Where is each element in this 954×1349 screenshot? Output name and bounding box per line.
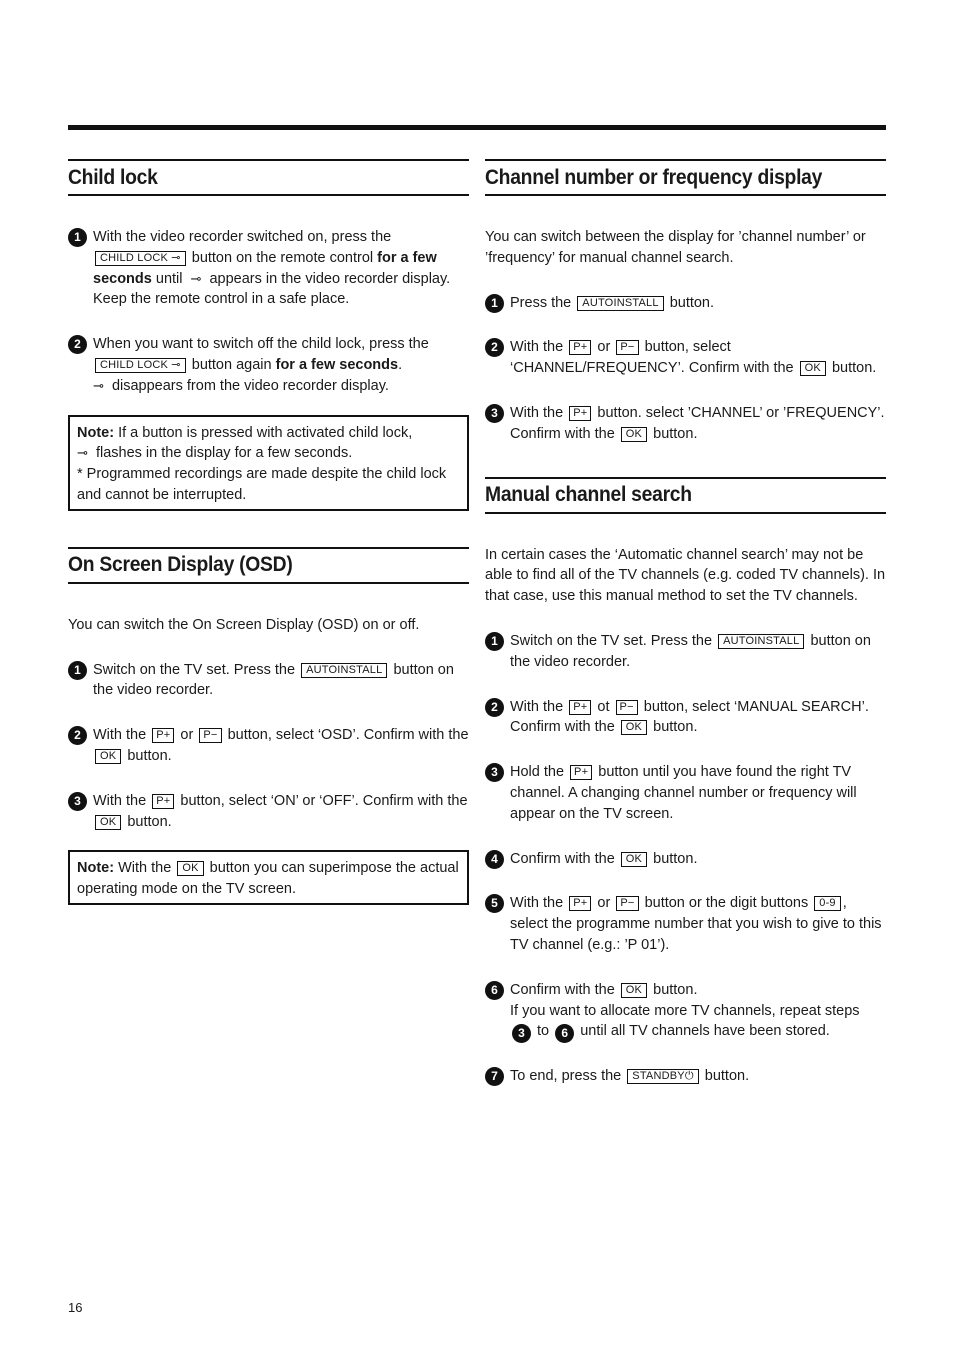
step-text: With the: [510, 698, 564, 715]
child-lock-key: CHILD LOCK ⊸: [95, 358, 186, 373]
p-plus-key: P+: [569, 700, 591, 715]
section-title: Channel number or frequency display: [485, 165, 823, 189]
step-text: button, select ‘CHANNEL/FREQUENCY’. Confirm with the: [510, 339, 794, 377]
ok-key: OK: [621, 852, 647, 867]
lock-symbol-icon: ⊸: [190, 270, 202, 286]
step-text: , select the programme number that you wish to give to this TV channel (e.g.: ’P 01’).: [510, 895, 882, 953]
step-text: button, select ‘MANUAL SEARCH’. Confirm with the: [510, 698, 869, 736]
p-plus-key: P+: [152, 728, 174, 743]
section-header-channel-display: [485, 159, 886, 196]
channel-display-step-3: [485, 403, 886, 445]
section-header-manual-search: [485, 477, 886, 514]
step-number: 2: [485, 338, 504, 357]
p-plus-key: P+: [569, 340, 591, 355]
step-text: or: [597, 339, 611, 356]
step-number: 1: [485, 294, 504, 313]
manual-search-step-7: [485, 1066, 886, 1087]
lock-symbol-icon: ⊸: [93, 377, 104, 393]
manual-search-step-6: [485, 980, 886, 1042]
step-text: With the video recorder switched on, press the: [93, 229, 392, 245]
note-text: * Programmed recordings are made despite the child lock and cannot be interrupted.: [77, 466, 447, 503]
right-column: [485, 159, 886, 1087]
p-plus-key: P+: [569, 406, 591, 421]
manual-search-intro: In certain cases the ‘Automatic channel search’ may not be able to find all of the TV channels (e.g. coded TV channels). In that case, use this manual method to set the TV channels.: [485, 546, 886, 605]
channel-display-intro: You can switch between the display for ’channel number’ or ’frequency’ for manual channel search.: [485, 229, 866, 266]
power-icon: ⏻: [684, 1070, 694, 1083]
step-text: button.: [127, 747, 172, 764]
step-number: 2: [68, 335, 87, 354]
section-header-osd: [68, 547, 469, 584]
key-icon: ⊸: [171, 358, 181, 371]
manual-search-step-3: [485, 762, 886, 824]
step-text: to: [537, 1023, 550, 1040]
p-minus-key: P−: [616, 896, 638, 911]
step-text: button.: [653, 850, 698, 867]
note-text: button you can superimpose the actual operating mode on the TV screen.: [77, 860, 459, 898]
step-number: 6: [485, 981, 504, 1000]
step-number: 5: [485, 894, 504, 913]
step-text: button.: [831, 360, 877, 377]
standby-key: STANDBY⏻: [627, 1069, 698, 1084]
step-text: button.: [669, 294, 715, 311]
step-text: button, select ‘OSD’. Confirm with the: [227, 727, 469, 744]
step-text: With the: [510, 339, 564, 356]
step-number: 1: [68, 228, 87, 247]
step-text: ot: [597, 698, 610, 715]
step-number: 2: [68, 726, 87, 745]
p-minus-key: P−: [616, 700, 638, 715]
step-text: Press the: [510, 294, 572, 311]
osd-step-3: [68, 791, 469, 833]
step-text: If you want to allocate more TV channels, repeat steps: [510, 1002, 860, 1019]
step-bold: for a few seconds: [275, 356, 399, 373]
p-plus-key: P+: [569, 896, 591, 911]
child-lock-note: [68, 415, 469, 511]
section-title: Manual channel search: [485, 483, 692, 507]
step-number: 1: [68, 661, 87, 680]
step-number: 3: [68, 792, 87, 811]
step-text: To end, press the: [510, 1068, 622, 1085]
channel-display-step-2: [485, 337, 886, 379]
ok-key: OK: [177, 861, 203, 876]
step-text: button or the digit buttons: [644, 895, 809, 912]
step-number: 7: [485, 1067, 504, 1086]
section-title: On Screen Display (OSD): [68, 553, 293, 577]
ok-key: OK: [621, 720, 647, 735]
manual-search-step-4: [485, 849, 886, 870]
step-text: .: [398, 356, 403, 373]
p-plus-key: P+: [152, 794, 174, 809]
ok-key: OK: [800, 361, 826, 376]
note-text: flashes in the display for a few seconds.: [95, 445, 353, 462]
note-label: Note:: [77, 860, 115, 877]
step-number: 3: [485, 763, 504, 782]
step-text: button. select ’CHANNEL’ or ’FREQUENCY’. Confirm with the: [510, 404, 885, 442]
lock-symbol-icon: ⊸: [77, 445, 88, 461]
left-column: [68, 159, 469, 905]
autoinstall-key: AUTOINSTALL: [718, 634, 804, 649]
note-text: If a button is pressed with activated child lock,: [118, 424, 413, 441]
step-text: When you want to switch off the child lock, press the: [93, 336, 429, 353]
note-text: With the: [118, 860, 172, 877]
digit-keys: 0-9: [814, 896, 841, 911]
step-ref-number: 6: [555, 1024, 574, 1043]
step-text: button.: [653, 425, 698, 442]
osd-note: [68, 850, 469, 905]
manual-search-step-5: [485, 893, 886, 955]
step-number: 2: [485, 698, 504, 717]
osd-intro: You can switch the On Screen Display (OSD) on or off.: [68, 616, 420, 633]
step-text: button on the video recorder.: [93, 661, 454, 699]
step-text: disappears from the video recorder display.: [111, 377, 389, 394]
section-header-child-lock: [68, 159, 469, 196]
key-icon: ⊸: [171, 251, 181, 264]
channel-display-step-1: [485, 293, 886, 314]
section-title: Child lock: [68, 165, 158, 189]
step-text: Confirm with the: [510, 850, 615, 867]
autoinstall-key: AUTOINSTALL: [301, 663, 387, 678]
step-text: button.: [653, 981, 698, 998]
step-text: button.: [653, 719, 698, 736]
p-minus-key: P−: [616, 340, 638, 355]
ok-key: OK: [95, 749, 121, 764]
child-lock-step-1: [68, 227, 469, 310]
step-text: appears in the video recorder display. Keep the remote control in a safe place.: [93, 270, 451, 308]
step-text: button on the remote control: [191, 249, 374, 266]
osd-step-2: [68, 725, 469, 767]
child-lock-step-2: [68, 334, 469, 396]
osd-step-1: [68, 660, 469, 702]
step-number: 1: [485, 632, 504, 651]
child-lock-key: CHILD LOCK ⊸: [95, 251, 186, 266]
ok-key: OK: [95, 815, 121, 830]
p-plus-key: P+: [570, 765, 592, 780]
step-text: button until you have found the right TV channel. A changing channel number or frequency will appear on the TV screen.: [510, 764, 857, 822]
step-text: until: [155, 270, 183, 287]
page-number: 16: [68, 1300, 83, 1315]
top-rule: [68, 125, 886, 130]
step-text: Hold the: [510, 764, 565, 781]
step-bold: for a few seconds: [93, 249, 437, 287]
step-text: Switch on the TV set. Press the: [510, 632, 713, 649]
step-text: With the: [93, 792, 147, 809]
step-number: 4: [485, 850, 504, 869]
ok-key: OK: [621, 427, 647, 442]
ok-key: OK: [621, 983, 647, 998]
manual-search-step-2: [485, 697, 886, 739]
step-ref-number: 3: [512, 1024, 531, 1043]
p-minus-key: P−: [199, 728, 221, 743]
autoinstall-key: AUTOINSTALL: [577, 296, 663, 311]
step-text: button on the video recorder.: [510, 632, 871, 670]
step-text: Switch on the TV set. Press the: [93, 661, 296, 678]
manual-search-step-1: [485, 631, 886, 673]
step-text: With the: [93, 727, 147, 744]
step-text: With the: [510, 895, 564, 912]
step-text: until all TV channels have been stored.: [580, 1023, 830, 1040]
step-text: or: [180, 727, 194, 744]
step-number: 3: [485, 404, 504, 423]
step-text: button.: [704, 1068, 750, 1085]
note-label: Note:: [77, 424, 115, 441]
step-text: button again: [191, 356, 272, 373]
step-text: button, select ‘ON’ or ‘OFF’. Confirm with the: [180, 792, 468, 809]
step-text: or: [597, 895, 611, 912]
step-text: button.: [127, 813, 172, 830]
step-text: Confirm with the: [510, 981, 615, 998]
step-text: With the: [510, 404, 564, 421]
